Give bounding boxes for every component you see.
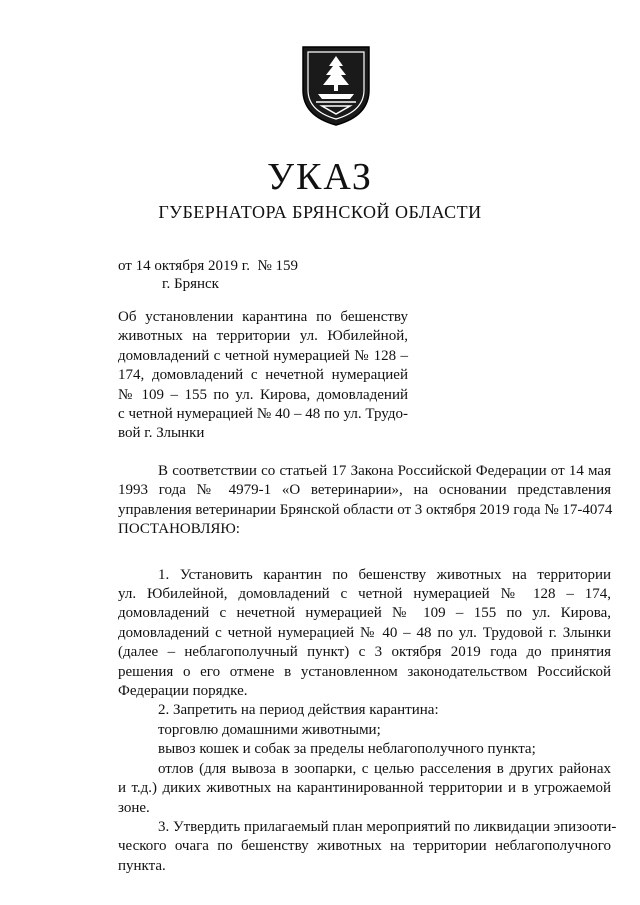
preamble-line: управления ветеринарии Брянской области от 3 октября 2019 года № 17-4074 [118, 501, 613, 518]
date-prefix: от [118, 258, 132, 274]
subject-line: вой г. Злынки [118, 425, 205, 442]
item-2-line: и т.д.) диких животных на карантинированной территории и в угрожаемой [118, 780, 611, 797]
item-2-line: вывоз кошек и собак за пределы неблагополучного пункта; [158, 741, 536, 758]
subject-line: с четной нумерацией № 40 – 48 по ул. Трудо- [118, 406, 408, 423]
preamble-resolve: ПОСТАНОВЛЯЮ: [118, 521, 240, 538]
item-1-line: домовладений с четной нумерацией № 40 – 48 по ул. Трудовой г. Злынки [118, 624, 611, 641]
item-1-line: Федерации порядке. [118, 683, 248, 700]
bryansk-coat-of-arms-icon [300, 44, 372, 128]
item-2-line: зоне. [118, 799, 150, 816]
item-3-line: ческого очага по бешенству животных на территории неблагополучного [118, 838, 611, 855]
subject-line: № 109 – 155 по ул. Кирова, домовладений [118, 386, 408, 403]
item-1-line: ул. Юбилейной, домовладений с четной нумерацией № 128 – 174, [118, 586, 611, 603]
city: г. Брянск [162, 276, 219, 292]
item-2-line: отлов (для вывоза в зоопарки, с целью расселения в других районах [158, 760, 611, 777]
subject-line: 174, домовладений с нечетной нумерацией [118, 367, 408, 384]
document-issuer: ГУБЕРНАТОРА БРЯНСКОЙ ОБЛАСТИ [158, 202, 482, 222]
decree-date: 14 октября 2019 г. [135, 258, 250, 274]
subject-line: Об установлении карантина по бешенству [118, 309, 408, 325]
preamble-line: В соответствии со статьей 17 Закона Российской Федерации от 14 мая [158, 463, 611, 479]
preamble-line: 1993 года № 4979-1 «О ветеринарии», на основании представления [118, 482, 611, 499]
item-3-line: пункта. [118, 857, 166, 874]
item-1-line: 1. Установить карантин по бешенству животных на территории [158, 566, 611, 583]
number-sign: № [257, 258, 272, 274]
decree-subject [118, 308, 408, 444]
item-1-line: (далее – неблагополучный пункт) с 3 октября 2019 года до принятия [118, 644, 611, 661]
item-1-line: решения о его отмене в установленном законодательством Российской [118, 663, 611, 680]
decree-number: 159 [275, 258, 299, 274]
item-2-line: торговлю домашними животными; [158, 721, 381, 738]
item-3-line: 3. Утвердить прилагаемый план мероприятий по ликвидации эпизооти- [158, 818, 617, 835]
item-1-line: домовладений с нечетной нумерацией № 109 – 155 по ул. Кирова, [118, 605, 611, 622]
item-2-line: 2. Запретить на период действия карантина: [158, 702, 439, 719]
document-title: УКАЗ [267, 156, 373, 198]
subject-line: животных на территории ул. Юбилейной, [118, 328, 408, 345]
date-number-line [118, 258, 298, 275]
subject-line: домовладений с четной нумерацией № 128 – [118, 347, 408, 364]
decree-body [118, 462, 617, 876]
